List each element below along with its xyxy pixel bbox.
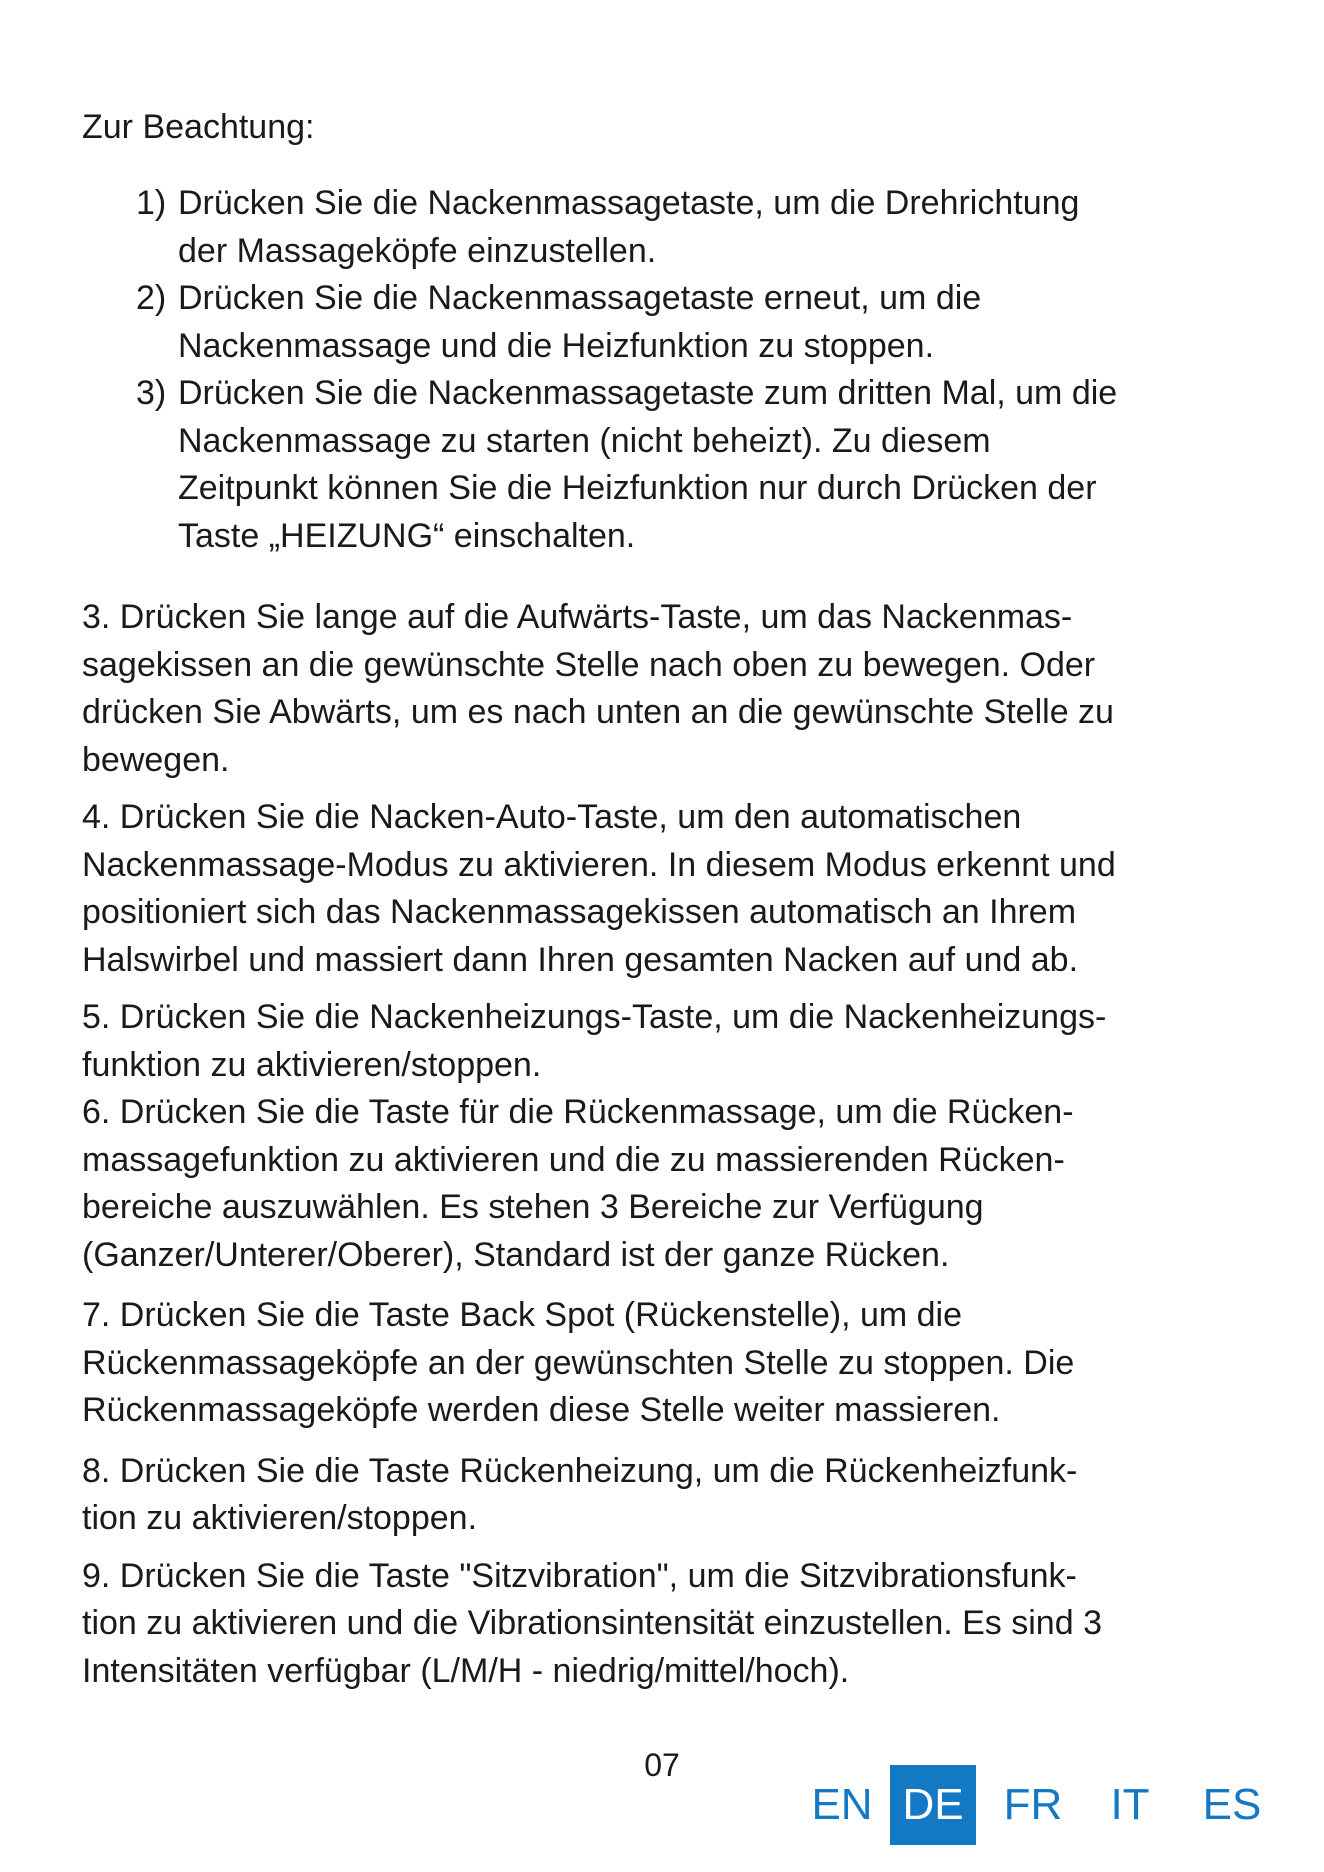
text-line: Zeitpunkt können Sie die Heizfunktion nur durch Drücken der [178, 469, 1097, 507]
language-tab-es[interactable]: ES [1202, 1780, 1262, 1829]
step-7 [82, 1292, 1252, 1435]
note-item-number: 3) [136, 374, 167, 412]
text-line: massagefunktion zu aktivieren und die zu massierenden Rücken- [82, 1140, 1065, 1179]
text-line: positioniert sich das Nackenmassagekissen automatisch an Ihrem [82, 893, 1077, 931]
page-number: 07 [644, 1747, 680, 1783]
note-item-1 [136, 180, 1246, 275]
text-line: 9. Drücken Sie die Taste "Sitzvibration", um die Sitzvibrationsfunk- [82, 1556, 1077, 1595]
text-line: bewegen. [82, 740, 230, 779]
step-6 [82, 1089, 1252, 1279]
language-switcher [796, 1765, 1274, 1845]
text-line: Halswirbel und massiert dann Ihren gesamten Nacken auf und ab. [82, 940, 1079, 979]
step-5 [82, 994, 1252, 1089]
text-line: sagekissen an die gewünschte Stelle nach oben zu bewegen. Oder [82, 645, 1096, 684]
note-list [136, 180, 1246, 560]
text-line: 5. Drücken Sie die Nackenheizungs-Taste, um die Nackenheizungs- [82, 998, 1107, 1036]
text-line: 4. Drücken Sie die Nacken-Auto-Taste, um den automatischen [82, 798, 1022, 836]
text-line: Drücken Sie die Nackenmassagetaste zum dritten Mal, um die [178, 374, 1118, 412]
note-item-number: 1) [136, 184, 167, 222]
note-heading: Zur Beachtung: [82, 108, 315, 146]
text-line: Nackenmassage zu starten (nicht beheizt). Zu diesem [178, 421, 991, 460]
text-line: tion zu aktivieren/stoppen. [82, 1499, 478, 1537]
text-line: (Ganzer/Unterer/Oberer), Standard ist der ganze Rücken. [82, 1235, 950, 1274]
text-line: Rückenmassageköpfe werden diese Stelle weiter massieren. [82, 1391, 1001, 1429]
note-item-2 [136, 275, 1246, 370]
instruction-steps [82, 594, 1252, 1695]
text-line: 6. Drücken Sie die Taste für die Rückenmassage, um die Rücken- [82, 1093, 1074, 1131]
step-3 [82, 594, 1252, 784]
language-tab-de[interactable]: DE [890, 1765, 976, 1845]
text-line: Intensitäten verfügbar (L/M/H - niedrig/mittel/hoch). [82, 1651, 850, 1690]
step-8 [82, 1448, 1252, 1543]
text-line: Drücken Sie die Nackenmassagetaste, um die Drehrichtung [178, 184, 1080, 222]
language-tab-fr[interactable]: FR [1003, 1780, 1063, 1829]
text-line: Drücken Sie die Nackenmassagetaste erneut, um die [178, 279, 982, 317]
text-line: Nackenmassage und die Heizfunktion zu stoppen. [178, 326, 935, 365]
text-line: 3. Drücken Sie lange auf die Aufwärts-Taste, um das Nackenmas- [82, 598, 1073, 636]
note-item-text [178, 370, 1246, 560]
language-tab-it[interactable]: IT [1110, 1780, 1150, 1829]
note-item-text [178, 180, 1246, 275]
note-item-number: 2) [136, 279, 167, 317]
text-line: Taste „HEIZUNG“ einschalten. [178, 516, 636, 555]
text-line: Rückenmassageköpfe an der gewünschten Stelle zu stoppen. Die [82, 1343, 1075, 1382]
text-line: funktion zu aktivieren/stoppen. [82, 1045, 542, 1084]
text-line: 8. Drücken Sie die Taste Rückenheizung, um die Rückenheizfunk- [82, 1451, 1078, 1490]
note-item-3 [136, 370, 1246, 560]
text-line: der Massageköpfe einzustellen. [178, 231, 657, 270]
text-line: Nackenmassage-Modus zu aktivieren. In diesem Modus erkennt und [82, 845, 1116, 884]
language-tab-en[interactable]: EN [811, 1780, 873, 1829]
text-line: tion zu aktivieren und die Vibrationsintensität einzustellen. Es sind 3 [82, 1604, 1102, 1642]
text-line: bereiche auszuwählen. Es stehen 3 Bereiche zur Verfügung [82, 1188, 984, 1226]
step-4 [82, 794, 1252, 984]
text-line: drücken Sie Abwärts, um es nach unten an die gewünschte Stelle zu [82, 693, 1114, 731]
text-line: 7. Drücken Sie die Taste Back Spot (Rückenstelle), um die [82, 1296, 963, 1334]
step-9 [82, 1553, 1252, 1696]
note-item-text [178, 275, 1246, 370]
